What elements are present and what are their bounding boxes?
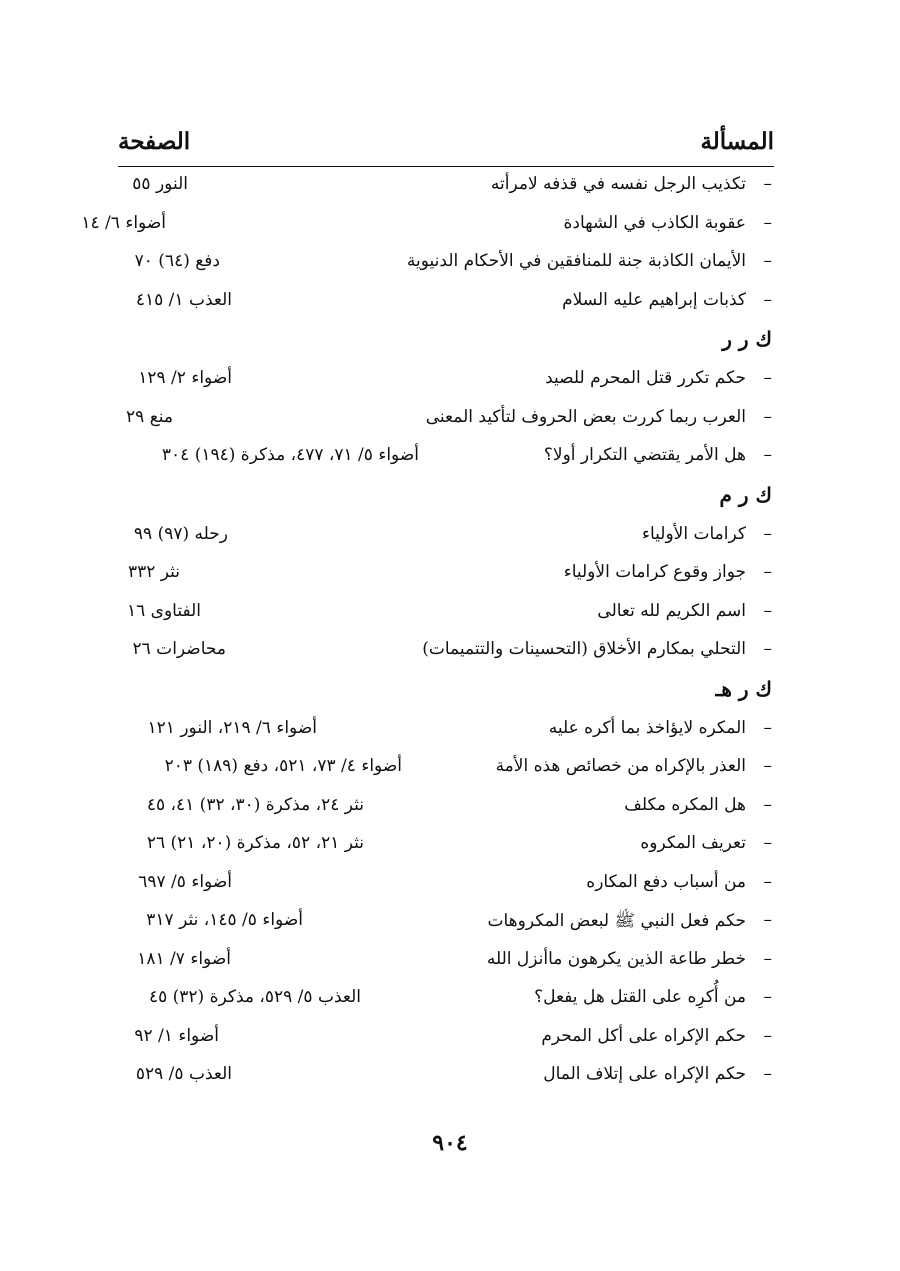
entry-issue: كرامات الأولياء [641, 523, 746, 544]
entry-dash: – [763, 1064, 772, 1084]
entry-reference: أضواء ٢/ ١٢٩ [138, 368, 232, 388]
index-entry [118, 749, 772, 788]
entry-issue: حكم تكرر قتل المحرم للصيد [545, 368, 746, 388]
entry-reference: أضواء ٥/ ٧١، ٤٧٧، مذكرة (١٩٤) ٣٠٤ [161, 445, 419, 465]
entry-issue: هل الأمر يقتضي التكرار أولا؟ [543, 445, 746, 465]
entry-dash: – [763, 833, 772, 853]
entry-dash: – [763, 406, 772, 427]
section-root [118, 477, 772, 517]
entry-reference: الفتاوى ١٦ [127, 600, 201, 621]
entry-dash: – [763, 987, 772, 1007]
entry-issue: المكره لايؤاخذ بما أكره عليه [548, 717, 746, 738]
entry-reference: العذب ٥/ ٥٢٩ [135, 1064, 232, 1084]
entry-reference: منع ٢٩ [126, 406, 173, 427]
entry-dash: – [763, 756, 772, 776]
entry-dash: – [763, 562, 772, 582]
entry-issue: الأيمان الكاذبة جنة للمنافقين في الأحكام الدنيوية [406, 251, 746, 271]
entry-reference: أضواء ٧/ ١٨١ [137, 948, 231, 969]
entry-reference: رحله (٩٧) ٩٩ [133, 523, 228, 544]
index-entry [118, 903, 772, 942]
index-entry [118, 826, 772, 865]
section-root [118, 321, 772, 361]
index-entry [118, 244, 772, 283]
page-number: ٩٠٤ [432, 1130, 468, 1156]
entry-reference: نثر ٣٣٢ [127, 562, 180, 582]
section-label: ك ر ر [722, 327, 772, 351]
index-entry [81, 206, 772, 245]
entry-issue: العرب ربما كررت بعض الحروف لتأكيد المعنى [425, 406, 746, 427]
entry-dash: – [763, 289, 772, 310]
entry-reference: أضواء ٥/ ١٤٥، نثر ٣١٧ [146, 910, 303, 930]
entry-reference: أضواء ٤/ ٧٣، ٥٢١، دفع (١٨٩) ٢٠٣ [164, 756, 402, 776]
entry-dash: – [763, 871, 772, 892]
entry-issue: خطر طاعة الذين يكرهون ماأنزل الله [486, 948, 746, 969]
entry-dash: – [763, 794, 772, 815]
index-list [81, 167, 772, 1096]
entry-reference: أضواء ١/ ٩٢ [134, 1025, 219, 1046]
entry-reference: نثر ٢٤، مذكرة (٣٠، ٣٢) ٤١، ٤٥ [146, 794, 364, 815]
index-entry [118, 1019, 772, 1058]
index-entry [118, 1057, 772, 1096]
entry-reference: أضواء ٦/ ٢١٩، النور ١٢١ [147, 717, 317, 738]
entry-dash: – [763, 251, 772, 271]
entry-issue: كذبات إبراهيم عليه السلام [562, 289, 746, 310]
issue-column-header: المسألة [700, 128, 774, 155]
index-entry [118, 555, 772, 594]
entry-reference: أضواء ٥/ ٦٩٧ [138, 871, 232, 892]
entry-issue: تعريف المكروه [640, 833, 746, 853]
entry-reference: العذب ١/ ٤١٥ [135, 289, 232, 310]
index-entry [118, 361, 772, 400]
entry-dash: – [763, 910, 772, 930]
entry-dash: – [763, 717, 772, 738]
entry-dash: – [763, 948, 772, 969]
entry-reference: محاضرات ٢٦ [132, 639, 226, 659]
entry-dash: – [763, 368, 772, 388]
section-label: ك ر هـ [715, 676, 772, 701]
index-entry [118, 400, 772, 439]
entry-reference: أضواء ٦/ ١٤ [81, 212, 166, 233]
entry-issue: حكم الإكراه على إتلاف المال [543, 1064, 746, 1084]
entry-dash: – [763, 600, 772, 621]
index-entry [118, 438, 772, 477]
entry-issue: حكم فعل النبي ﷺ لبعض المكروهات [487, 911, 746, 931]
entry-reference: دفع (٦٤) ٧٠ [134, 251, 220, 271]
entry-issue: من أُكرِه على القتل هل يفعل؟ [534, 987, 746, 1007]
entry-issue: هل المكره مكلف [624, 794, 746, 815]
entry-dash: – [763, 445, 772, 465]
index-entry [118, 942, 772, 981]
entry-issue: عقوبة الكاذب في الشهادة [563, 212, 746, 233]
index-entry [118, 632, 772, 671]
index-entry [118, 980, 772, 1019]
entry-issue: تكذيب الرجل نفسه في قذفه لامرأته [490, 174, 746, 194]
entry-dash: – [763, 1025, 772, 1046]
index-entry [118, 594, 772, 633]
entry-dash: – [763, 174, 772, 194]
entry-issue: جواز وقوع كرامات الأولياء [563, 562, 746, 582]
entry-reference: نثر ٢١، ٥٢، مذكرة (٢٠، ٢١) ٢٦ [146, 833, 364, 853]
entry-dash: – [763, 212, 772, 233]
entry-reference: العذب ٥/ ٥٢٩، مذكرة (٣٢) ٤٥ [148, 987, 361, 1007]
index-entry [118, 865, 772, 904]
index-entry [118, 711, 772, 750]
index-entry [118, 788, 772, 827]
section-label: ك ر م [719, 482, 772, 507]
entry-reference: النور ٥٥ [132, 174, 188, 194]
entry-dash: – [763, 639, 772, 659]
table-header [118, 122, 774, 166]
index-entry [118, 517, 772, 556]
index-entry [118, 167, 772, 206]
entry-issue: التحلي بمكارم الأخلاق (التحسينات والتتميمات) [422, 639, 746, 659]
entry-issue: العذر بالإكراه من خصائص هذه الأمة [495, 756, 746, 776]
entry-issue: من أسباب دفع المكاره [586, 871, 746, 892]
page-column-header: الصفحة [118, 128, 191, 155]
entry-issue: اسم الكريم لله تعالى [597, 600, 746, 621]
entry-dash: – [763, 523, 772, 544]
index-entry [118, 283, 772, 322]
section-root [118, 671, 772, 711]
entry-issue: حكم الإكراه على أكل المحرم [541, 1025, 746, 1046]
